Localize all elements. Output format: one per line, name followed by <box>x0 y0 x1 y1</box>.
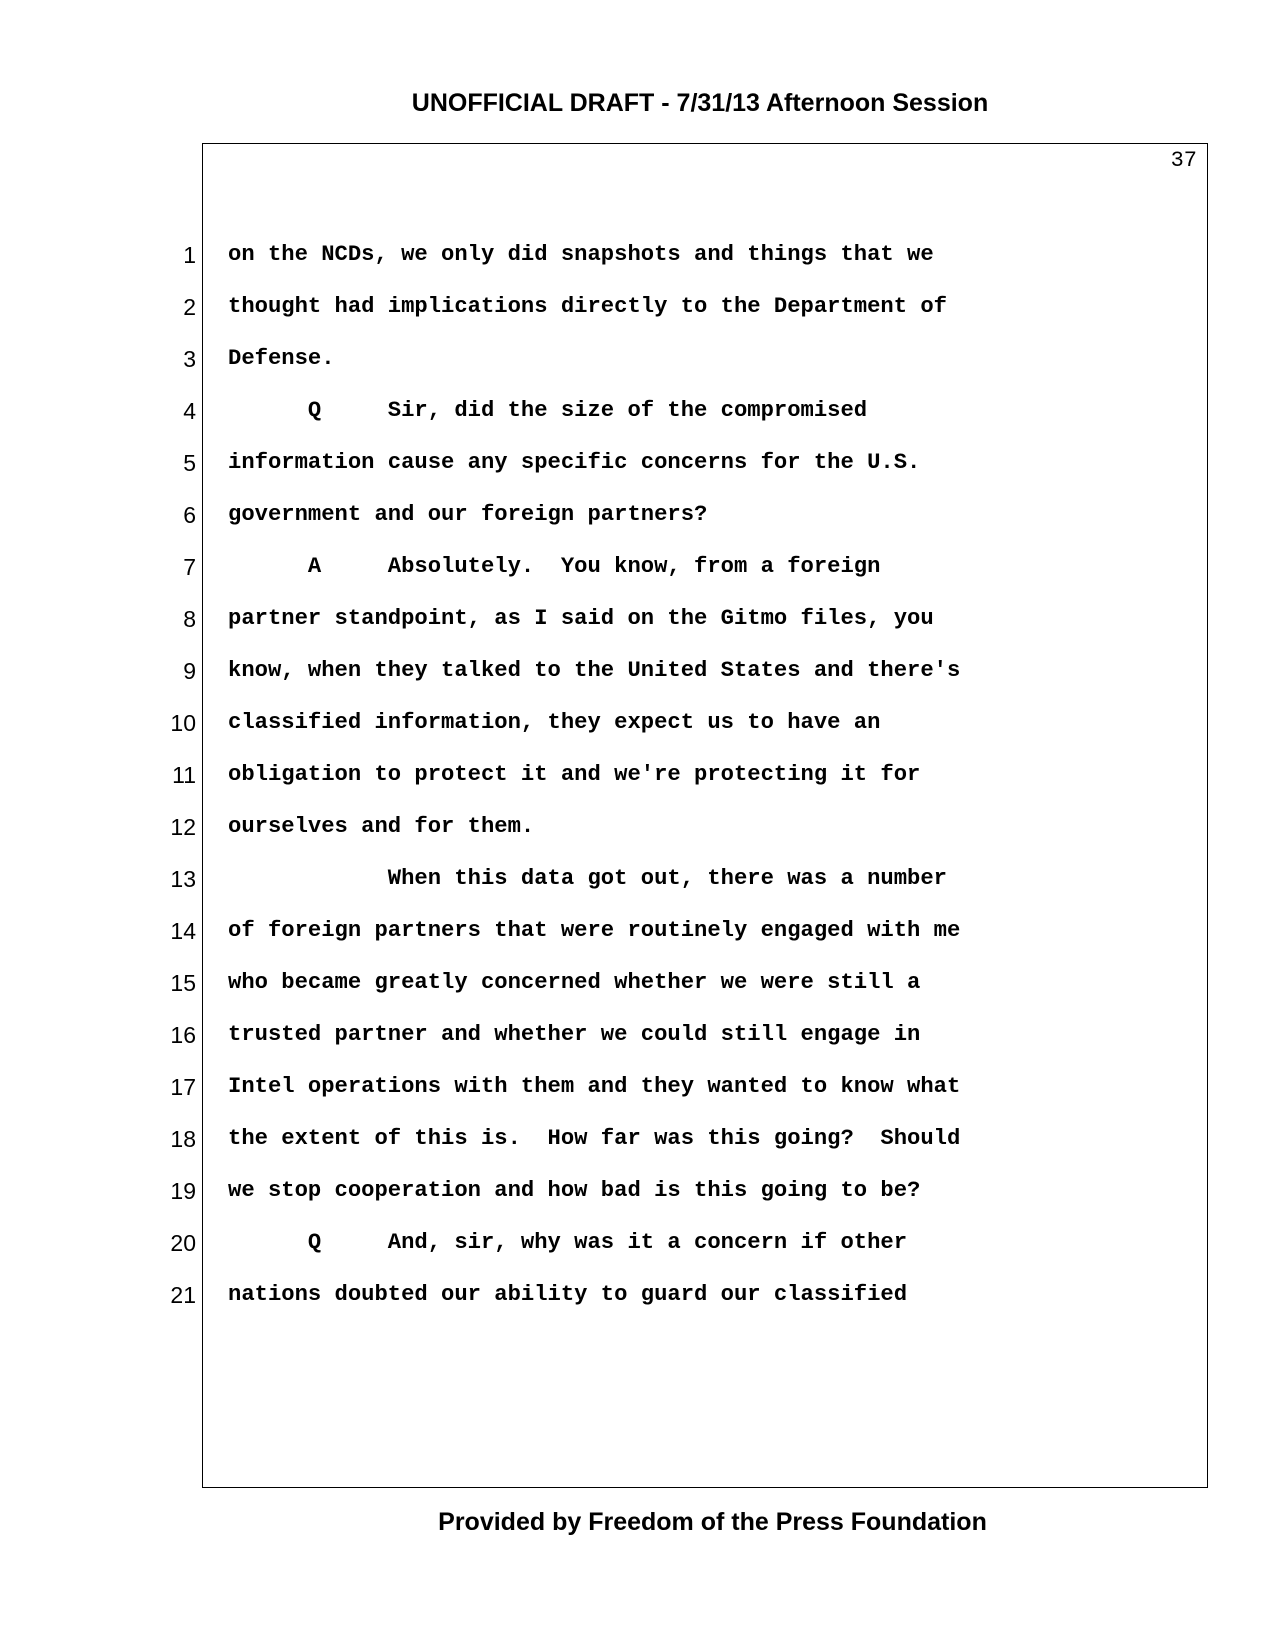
transcript-line <box>0 1122 1275 1174</box>
transcript-line <box>0 862 1275 914</box>
transcript-line <box>0 1018 1275 1070</box>
line-number: 6 <box>183 502 196 528</box>
transcript-line <box>0 654 1275 706</box>
line-number: 5 <box>183 450 196 476</box>
transcript-line <box>0 290 1275 342</box>
line-number: 3 <box>183 346 196 372</box>
transcript-line <box>0 966 1275 1018</box>
line-number: 15 <box>170 970 196 996</box>
line-number: 1 <box>183 242 196 268</box>
transcript-line <box>0 758 1275 810</box>
line-text: the extent of this is. How far was this going? Should <box>228 1126 961 1151</box>
document-footer: Provided by Freedom of the Press Foundation <box>438 1508 987 1536</box>
line-text: Q Sir, did the size of the compromised <box>228 398 868 423</box>
line-text: obligation to protect it and we're protecting it for <box>228 762 921 787</box>
line-text: ourselves and for them. <box>228 814 535 839</box>
line-number: 2 <box>183 294 196 320</box>
transcript-line <box>0 342 1275 394</box>
line-number: 17 <box>170 1074 196 1100</box>
line-number: 9 <box>183 658 196 684</box>
line-number: 8 <box>183 606 196 632</box>
transcript-line <box>0 1070 1275 1122</box>
line-text: When this data got out, there was a number <box>228 866 947 891</box>
line-number: 18 <box>170 1126 196 1152</box>
transcript-line <box>0 706 1275 758</box>
line-number: 11 <box>172 762 196 788</box>
line-text: government and our foreign partners? <box>228 502 708 527</box>
line-text: of foreign partners that were routinely engaged with me <box>228 918 961 943</box>
transcript-line <box>0 498 1275 550</box>
line-text: know, when they talked to the United States and there's <box>228 658 961 683</box>
line-text: Defense. <box>228 346 335 371</box>
line-number: 13 <box>170 866 196 892</box>
transcript-body <box>0 238 1275 1330</box>
line-number: 14 <box>170 918 196 944</box>
line-text: on the NCDs, we only did snapshots and things that we <box>228 242 934 267</box>
transcript-line <box>0 1226 1275 1278</box>
transcript-line <box>0 914 1275 966</box>
line-number: 7 <box>183 554 196 580</box>
line-number: 4 <box>183 398 196 424</box>
transcript-line <box>0 810 1275 862</box>
line-number: 20 <box>170 1230 196 1256</box>
page-number: 37 <box>1170 148 1197 173</box>
transcript-line <box>0 1278 1275 1330</box>
line-text: who became greatly concerned whether we were still a <box>228 970 921 995</box>
line-text: thought had implications directly to the Department of <box>228 294 947 319</box>
line-text: trusted partner and whether we could still engage in <box>228 1022 921 1047</box>
transcript-line <box>0 550 1275 602</box>
line-number: 16 <box>170 1022 196 1048</box>
transcript-line <box>0 238 1275 290</box>
line-text: Q And, sir, why was it a concern if other <box>228 1230 908 1255</box>
line-text: information cause any specific concerns for the U.S. <box>228 450 921 475</box>
line-number: 19 <box>170 1178 196 1204</box>
line-text: Intel operations with them and they wanted to know what <box>228 1074 961 1099</box>
transcript-line <box>0 1174 1275 1226</box>
line-number: 12 <box>170 814 196 840</box>
line-number: 10 <box>170 710 196 736</box>
line-text: A Absolutely. You know, from a foreign <box>228 554 881 579</box>
line-number: 21 <box>170 1282 196 1308</box>
transcript-line <box>0 602 1275 654</box>
line-text: classified information, they expect us to have an <box>228 710 881 735</box>
document-header-title: UNOFFICIAL DRAFT - 7/31/13 Afternoon Session <box>411 89 989 117</box>
transcript-line <box>0 446 1275 498</box>
line-text: nations doubted our ability to guard our classified <box>228 1282 908 1307</box>
line-text: we stop cooperation and how bad is this going to be? <box>228 1178 921 1203</box>
line-text: partner standpoint, as I said on the Gitmo files, you <box>228 606 934 631</box>
transcript-line <box>0 394 1275 446</box>
